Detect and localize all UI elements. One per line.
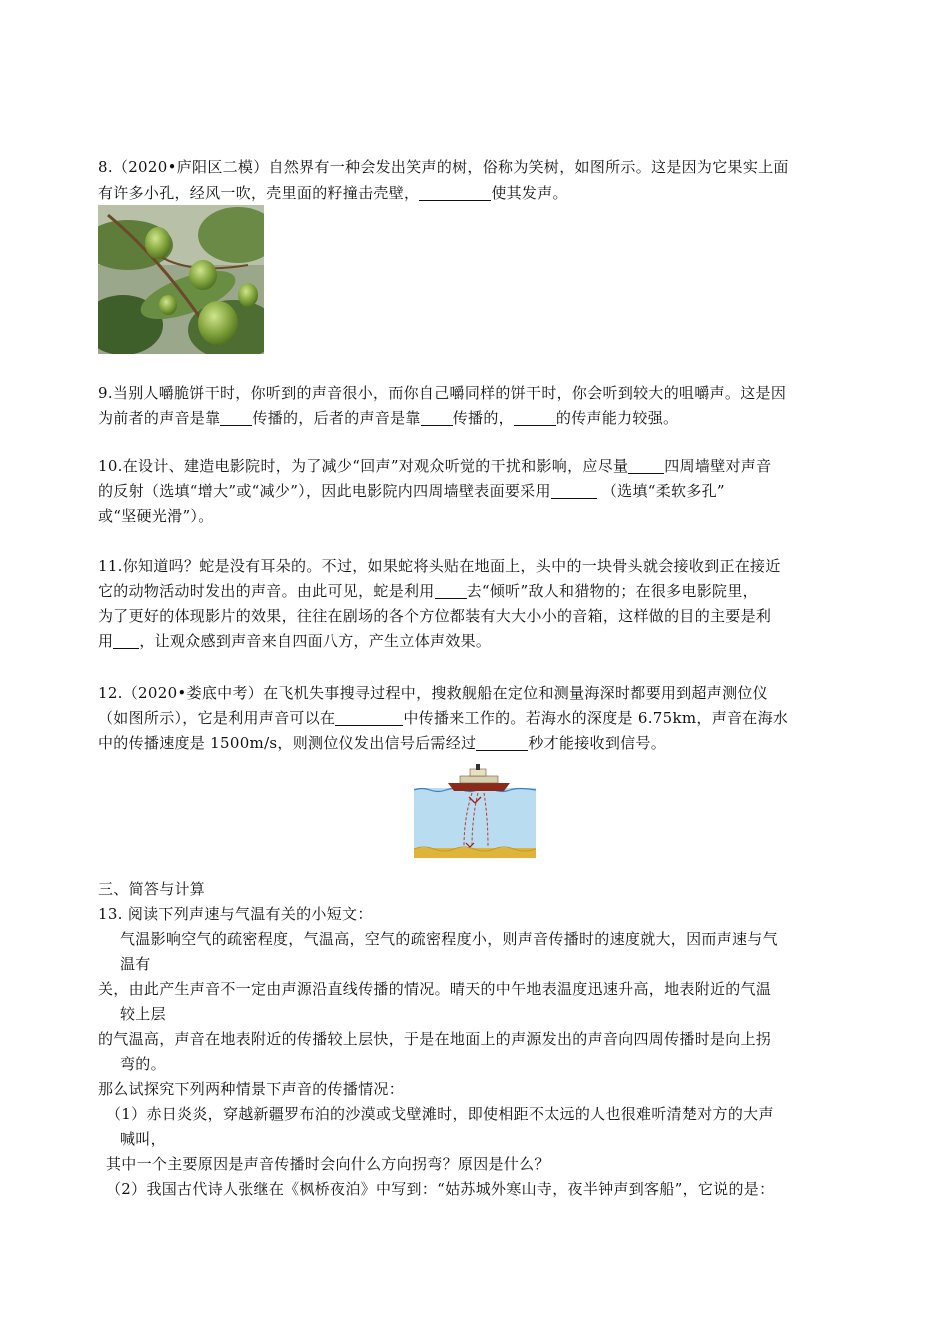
q12-line2 — [98, 708, 788, 728]
q9-text-a: 为前者的声音是靠 — [98, 409, 221, 427]
q10-blank-2[interactable] — [551, 484, 597, 499]
q13-para2-b: 较上层 — [120, 1005, 166, 1023]
q11-blank-1[interactable] — [435, 584, 467, 599]
q9-blank-2[interactable] — [421, 411, 453, 426]
q12-text-b: 中传播来工作的。若海水的深度是 6.75km，声音在海水 — [403, 709, 789, 727]
q13-para3-b: 弯的。 — [120, 1055, 166, 1073]
q11-line1: 11.你知道吗？蛇是没有耳朵的。不过，如果蛇将头贴在地面上，头中的一块骨头就会接收到正在接近 — [98, 557, 781, 575]
q9-line2 — [98, 408, 678, 428]
q13-sub2: （2）我国古代诗人张继在《枫桥夜泊》中写到：“姑苏城外寒山寺，夜半钟声到客船”，它说的是： — [106, 1180, 775, 1198]
q11-text-a: 它的动物活动时发出的声音。由此可见，蛇是利用 — [98, 582, 435, 600]
q11-blank-2[interactable] — [113, 634, 139, 649]
q13-para1-a: 气温影响空气的疏密程度，气温高，空气的疏密程度小，则声音传播时的速度就大，因而声速与气 — [120, 930, 778, 948]
q11-text-d: ，让观众感到声音来自四面八方，产生立体声效果。 — [139, 632, 492, 650]
q8-text-b: 使其发声。 — [491, 184, 568, 202]
q9-text-c: 传播的， — [452, 409, 514, 427]
q13-sub1-c: 其中一个主要原因是声音传播时会向什么方向拐弯？原因是什么？ — [106, 1155, 550, 1173]
q13-intro: 13. 阅读下列声速与气温有关的小短文： — [98, 905, 373, 923]
q10-line1 — [98, 456, 771, 476]
q10-line3: 或“坚硬光滑”）。 — [98, 507, 214, 525]
q12-line1: 12.（2020•娄底中考）在飞机失事搜寻过程中，搜救舰船在定位和测量海深时都要用到超声测位仪 — [98, 684, 768, 702]
q9-text-b: 传播的，后者的声音是靠 — [252, 409, 421, 427]
q8-line1: 8.（2020•庐阳区二模）自然界有一种会发出笑声的树，俗称为笑树，如图所示。这是因为它果实上面 — [98, 158, 789, 176]
q12-text-d: 秒才能接收到信号。 — [528, 734, 667, 752]
q8-line2 — [98, 183, 568, 203]
q9-text-d: 的传声能力较强。 — [555, 409, 679, 427]
section3-heading: 三、简答与计算 — [98, 880, 206, 898]
q11-text-b: 去“倾听”敌人和猎物的；在很多电影院里， — [466, 582, 758, 600]
q8-text-a: 有许多小孔，经风一吹，壳里面的籽撞击壳壁， — [98, 184, 420, 202]
q11-line3: 为了更好的体现影片的效果，往往在剧场的各个方位都装有大大小小的音箱，这样做的目的主要是利 — [98, 607, 772, 625]
q13-para2-a: 关，由此产生声音不一定由声源沿直线传播的情况。晴天的中午地表温度迅速升高，地表附近的气温 — [98, 980, 772, 998]
q10-text-b: 四周墙壁对声音 — [664, 457, 772, 475]
q9-blank-3[interactable] — [514, 411, 556, 426]
q12-text-c: 中的传播速度是 1500m/s，则测位仪发出信号后需经过 — [98, 734, 477, 752]
q12-blank-2[interactable] — [476, 736, 528, 751]
q12-text-a: （如图所示），它是利用声音可以在 — [98, 709, 336, 727]
q13-para4: 那么试探究下列两种情景下声音的传播情况： — [98, 1080, 405, 1098]
q11-line2 — [98, 581, 758, 601]
q10-text-a: 10.在设计、建造电影院时，为了减少“回声”对观众听觉的干扰和影响，应尽量 — [98, 457, 629, 475]
q10-blank-1[interactable] — [628, 459, 664, 474]
q11-line4 — [98, 631, 491, 651]
q10-text-d: （选填“柔软多孔” — [601, 482, 725, 500]
q8-blank-1[interactable] — [419, 186, 491, 201]
laughing-tree-photo — [98, 205, 264, 354]
q11-text-c: 用 — [98, 632, 114, 650]
q10-line2 — [98, 481, 725, 501]
q10-text-c: 的反射（选填“增大”或“减少”），因此电影院内四周墙壁表面要采用 — [98, 482, 551, 500]
q13-sub1-a: （1）赤日炎炎，穿越新疆罗布泊的沙漠或戈壁滩时，即使相距不太远的人也很难听清楚对方的大声 — [106, 1105, 774, 1123]
q13-para1-b: 温有 — [120, 955, 151, 973]
q9-line1: 9.当别人嚼脆饼干时，你听到的声音很小，而你自己嚼同样的饼干时，你会听到较大的咀嚼声。这是因 — [98, 384, 787, 402]
q12-blank-1[interactable] — [335, 711, 403, 726]
q13-para3-a: 的气温高，声音在地表附近的传播较上层快，于是在地面上的声源发出的声音向四周传播时是向上拐 — [98, 1030, 772, 1048]
q12-line3 — [98, 733, 666, 753]
sonar-ship-diagram — [414, 763, 536, 858]
q13-sub1-b: 喊叫， — [120, 1130, 166, 1148]
q9-blank-1[interactable] — [220, 411, 252, 426]
